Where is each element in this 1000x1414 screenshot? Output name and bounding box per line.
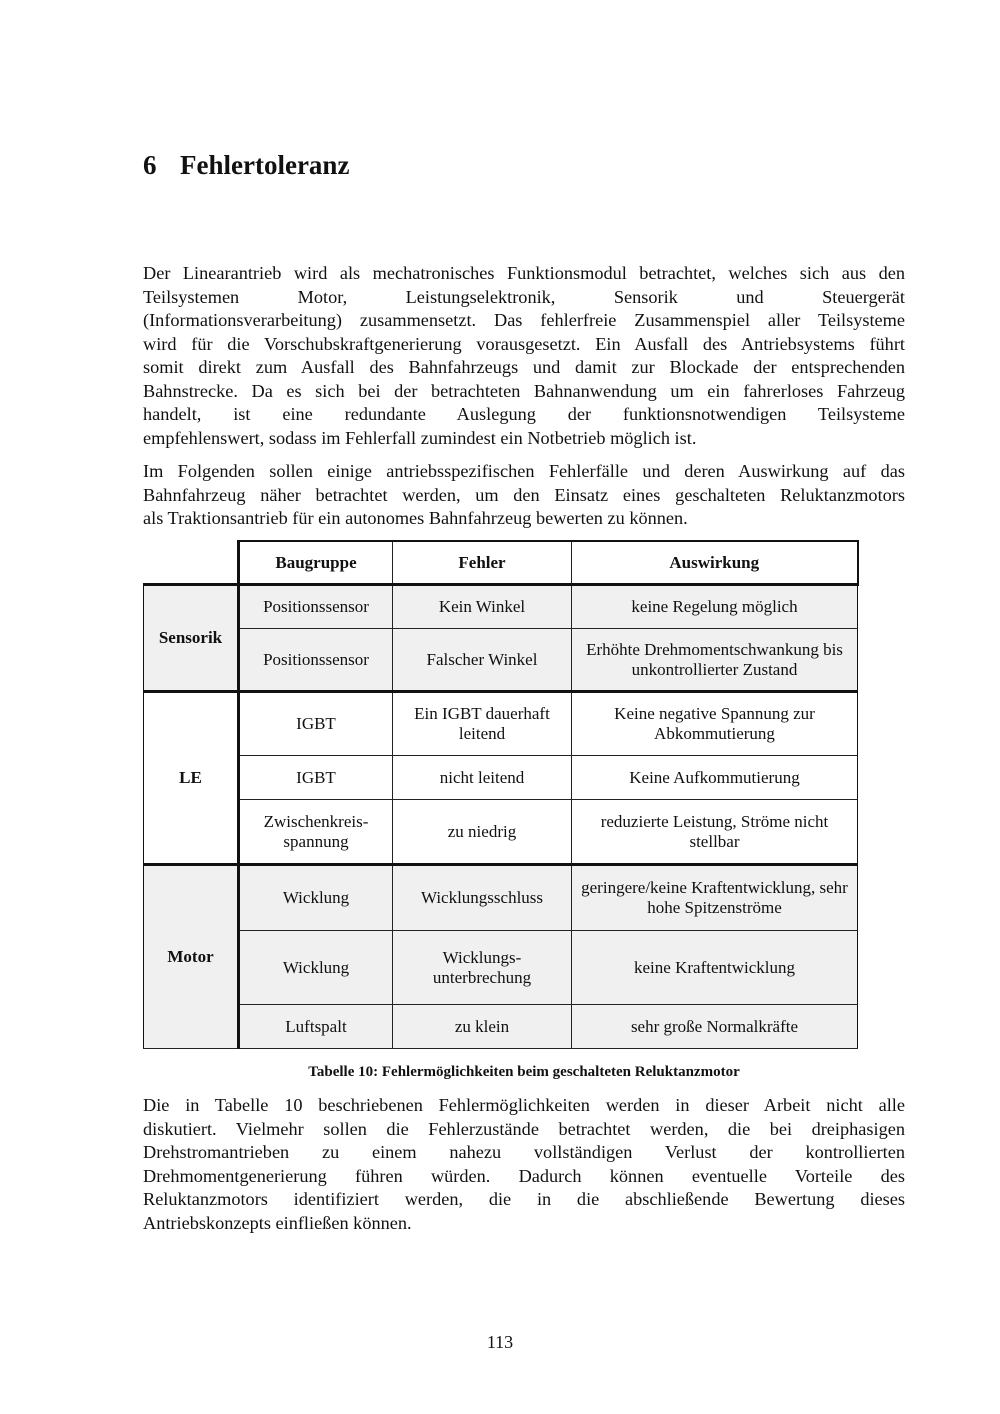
text-line: handelt, ist eine redundante Auslegung der funktionsnotwendigen Teilsysteme	[143, 404, 905, 424]
cell-fehler: Kein Winkel	[393, 585, 572, 629]
paragraph-1	[143, 262, 905, 450]
table-row	[144, 756, 858, 800]
text-line: (Informationsverarbeitung) zusammensetzt. Das fehlerfreie Zusammenspiel aller Teilsysteme	[143, 310, 905, 330]
group-motor: Motor	[144, 865, 239, 1049]
cell-fehler: Wicklungs-unterbrechung	[393, 931, 572, 1005]
text-line: empfehlenswert, sodass im Fehlerfall zumindest ein Notbetrieb möglich ist.	[143, 427, 697, 448]
cell-auswirkung: keine Regelung möglich	[572, 585, 858, 629]
table-row	[144, 629, 858, 692]
text-line: Die in Tabelle 10 beschriebenen Fehlermöglichkeiten werden in dieser Arbeit nicht alle	[143, 1095, 905, 1115]
table-row	[144, 1005, 858, 1049]
table-caption: Tabelle 10: Fehlermöglichkeiten beim geschalteten Reluktanzmotor	[308, 1064, 740, 1080]
cell-auswirkung: sehr große Normalkräfte	[572, 1005, 858, 1049]
text-line: somit direkt zum Ausfall des Bahnfahrzeugs und damit zur Blockade der entsprechenden	[143, 357, 905, 377]
page-number: 113	[486, 1332, 514, 1352]
cell-baugruppe: Wicklung	[239, 865, 393, 931]
cell-fehler: nicht leitend	[393, 756, 572, 800]
empty-corner	[144, 541, 239, 585]
text-line: Im Folgenden sollen einige antriebsspezifischen Fehlerfälle und deren Auswirkung auf das	[143, 461, 905, 481]
cell-baugruppe: Positionssensor	[239, 585, 393, 629]
cell-baugruppe: Wicklung	[239, 931, 393, 1005]
text-line: Drehstromantrieben zu einem nahezu vollständigen Verlust der kontrollierten	[143, 1142, 905, 1162]
header-fehler: Fehler	[393, 541, 572, 585]
cell-baugruppe: Zwischenkreis-spannung	[239, 800, 393, 865]
cell-baugruppe: Luftspalt	[239, 1005, 393, 1049]
cell-auswirkung: Erhöhte Drehmomentschwankung bis unkontrollierter Zustand	[572, 629, 858, 692]
text-line: Der Linearantrieb wird als mechatronisches Funktionsmodul betrachtet, welches sich aus den	[143, 263, 905, 283]
section-title: Fehlertoleranz	[180, 150, 350, 180]
cell-auswirkung: geringere/keine Kraftentwicklung, sehr hohe Spitzenströme	[572, 865, 858, 931]
text-line: Reluktanzmotors identifiziert werden, die in die abschließende Bewertung dieses	[143, 1189, 905, 1209]
cell-auswirkung: keine Kraftentwicklung	[572, 931, 858, 1005]
text-line: Drehmomentgenerierung führen würden. Dadurch können eventuelle Vorteile des	[143, 1165, 905, 1186]
group-le: LE	[144, 692, 239, 865]
text-line: Teilsystemen Motor, Leistungselektronik, Sensorik und Steuergerät	[143, 286, 905, 307]
section-heading	[143, 150, 349, 181]
cell-baugruppe: IGBT	[239, 756, 393, 800]
paragraph-2	[143, 460, 905, 531]
cell-fehler: zu klein	[393, 1005, 572, 1049]
fault-table	[143, 540, 859, 1049]
cell-baugruppe: IGBT	[239, 692, 393, 756]
group-sensorik: Sensorik	[144, 585, 239, 692]
cell-fehler: Wicklungsschluss	[393, 865, 572, 931]
text-line: diskutiert. Vielmehr sollen die Fehlerzustände betrachtet werden, die bei dreiphasigen	[143, 1118, 905, 1139]
text-line: Antriebskonzepts einfließen können.	[143, 1212, 412, 1233]
cell-auswirkung: Keine Aufkommutierung	[572, 756, 858, 800]
text-line: als Traktionsantrieb für ein autonomes Bahnfahrzeug bewerten zu können.	[143, 508, 688, 528]
cell-fehler: Falscher Winkel	[393, 629, 572, 692]
cell-auswirkung: reduzierte Leistung, Ströme nicht stellbar	[572, 800, 858, 865]
text-line: Bahnfahrzeug näher betrachtet werden, um den Einsatz eines geschalteten Reluktanzmotors	[143, 484, 905, 505]
text-line: Bahnstrecke. Da es sich bei der betrachteten Bahnanwendung um ein fahrerloses Fahrzeug	[143, 380, 905, 401]
cell-fehler: Ein IGBT dauerhaft leitend	[393, 692, 572, 756]
table-row	[144, 692, 858, 756]
table-row	[144, 865, 858, 931]
section-number: 6	[143, 150, 157, 180]
cell-fehler: zu niedrig	[393, 800, 572, 865]
cell-baugruppe: Positionssensor	[239, 629, 393, 692]
table-row	[144, 585, 858, 629]
cell-auswirkung: Keine negative Spannung zur Abkommutierung	[572, 692, 858, 756]
table-row	[144, 931, 858, 1005]
paragraph-3	[143, 1094, 905, 1235]
text-line: wird für die Vorschubskraftgenerierung vorausgesetzt. Ein Ausfall des Antriebsystems führt	[143, 333, 905, 354]
table-row	[144, 800, 858, 865]
header-baugruppe: Baugruppe	[239, 541, 393, 585]
header-auswirkung: Auswirkung	[572, 541, 858, 585]
